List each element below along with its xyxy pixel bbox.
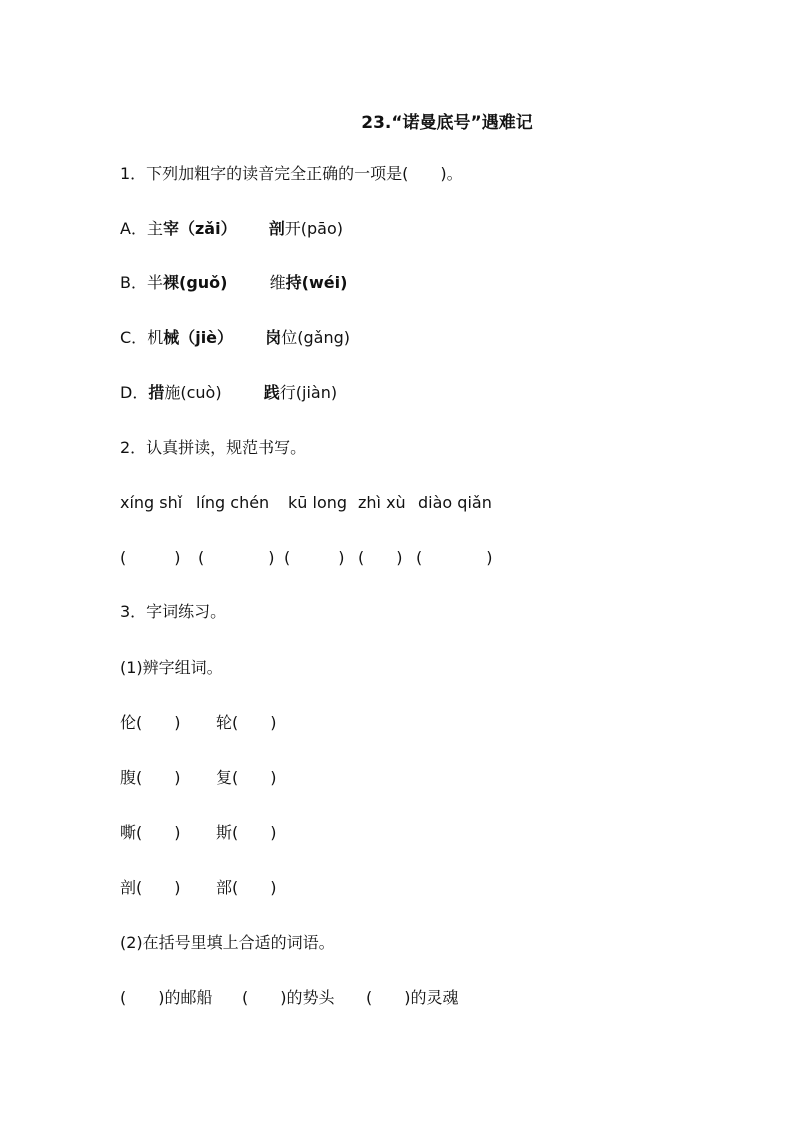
pinyin-item: diào qiǎn (418, 493, 492, 512)
q2-blank-row (120, 548, 493, 568)
option-label: B． (120, 273, 147, 292)
pinyin-item: kū long (288, 493, 348, 512)
pinyin-item: xíng shǐ (120, 493, 183, 512)
q3-pair-row (120, 823, 277, 843)
q3-sub2: (2)在括号里填上合适的词语。 (120, 933, 335, 952)
q3-pair-row (120, 713, 277, 733)
q1-stem: 1．下列加粗字的读音完全正确的一项是( )。 (120, 164, 463, 183)
option-word: 践 (263, 383, 280, 402)
page-title: 23.“诺曼底号”遇难记 (361, 113, 533, 133)
option-label: C． (120, 328, 148, 347)
pair-item[interactable]: 斯( ) (216, 823, 277, 842)
answer-blank[interactable]: ( ) (416, 548, 493, 567)
option-word: 裸(guǒ) (163, 273, 228, 292)
option-word: 行(jiàn) (279, 383, 338, 402)
q1-option-c (120, 328, 350, 348)
option-word: 维 (269, 273, 286, 292)
pair-item[interactable]: 轮( ) (216, 713, 277, 732)
pair-item[interactable]: 复( ) (216, 768, 277, 787)
option-word: 半 (146, 273, 163, 292)
answer-blank[interactable]: ( ) (198, 548, 275, 567)
pair-item[interactable]: 伦( ) (120, 713, 181, 732)
answer-blank[interactable]: ( ) (284, 548, 345, 567)
option-word: 施(cuò) (164, 383, 222, 402)
option-word: 剖 (268, 219, 285, 238)
pinyin-item: líng chén (196, 493, 270, 512)
pair-item[interactable]: 剖( ) (120, 878, 181, 897)
option-word: 位(gǎng) (281, 328, 350, 347)
q3-fill-row (120, 988, 459, 1008)
fill-item[interactable]: ( )的灵魂 (366, 988, 459, 1007)
option-word: 械（jiè） (163, 328, 234, 347)
q3-pair-row (120, 768, 277, 788)
option-word: 措 (148, 383, 165, 402)
option-word: 岗 (265, 328, 282, 347)
q3-sub1: (1)辨字组词。 (120, 658, 223, 677)
fill-item[interactable]: ( )的势头 (242, 988, 335, 1007)
q2-stem: 2．认真拼读，规范书写。 (120, 438, 307, 457)
option-label: D． (120, 383, 149, 402)
q1-option-b (120, 273, 347, 293)
q3-pair-row (120, 878, 277, 898)
option-word: 机 (147, 328, 164, 347)
option-word: 开(pāo) (284, 219, 344, 238)
pair-item[interactable]: 部( ) (216, 878, 277, 897)
fill-item[interactable]: ( )的邮船 (120, 988, 213, 1007)
option-word: 主 (146, 219, 163, 238)
pair-item[interactable]: 腹( ) (120, 768, 181, 787)
answer-blank[interactable]: ( ) (120, 548, 181, 567)
option-label: A． (120, 219, 147, 238)
q3-stem: 3．字词练习。 (120, 602, 227, 621)
answer-blank[interactable]: ( ) (358, 548, 403, 567)
q2-pinyin-row (120, 493, 492, 513)
q1-option-d (120, 383, 337, 403)
pair-item[interactable]: 嘶( ) (120, 823, 181, 842)
pinyin-item: zhì xù (358, 493, 406, 512)
q1-option-a (120, 219, 343, 239)
option-word: 宰（zǎi） (162, 219, 237, 238)
option-word: 持(wéi) (285, 273, 348, 292)
